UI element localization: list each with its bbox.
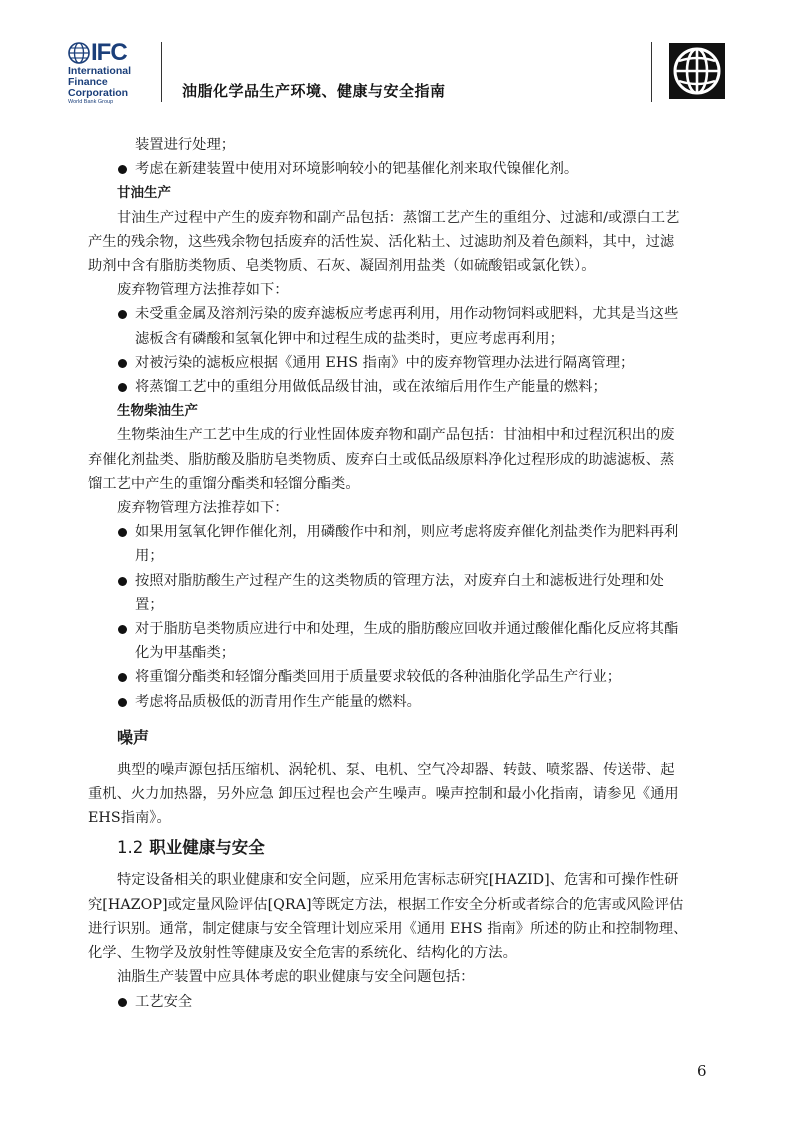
paragraph-line: 馏工艺中产生的重馏分酯类和轻馏分酯类。 (88, 475, 360, 492)
paragraph-line: 产生的残余物，这些残余物包括废弃的活性炭、活化粘土、过滤助剂及着色颜料，其中，过滤 (88, 233, 675, 250)
document-title: 油脂化学品生产环境、健康与安全指南 (182, 82, 446, 100)
globe-icon (68, 42, 90, 64)
paragraph-line: 废弃物管理方法推荐如下： (117, 282, 289, 299)
subheading-biodiesel: 生物柴油生产 (117, 403, 198, 420)
ifc-logo-mark (68, 40, 152, 66)
ifc-logo-line: Corporation (68, 87, 129, 99)
paragraph (88, 758, 709, 831)
bullet-item: 如果用氢氧化钾作催化剂，用磷酸作中和剂，则应考虑将废弃催化剂盐类作为肥料再利 (117, 520, 709, 544)
paragraph-line: 助剂中含有脂肪类物质、皂类物质、石灰、凝固剂用盐类（如硫酸铝或氯化铁）。 (88, 258, 596, 275)
page-number: 6 (697, 1062, 707, 1080)
section-title: 职业健康与安全 (149, 838, 265, 858)
paragraph-line: 甘油生产过程中产生的废弃物和副产品包括：蒸馏工艺产生的重组分、过滤和/或漂白工艺 (117, 209, 680, 226)
header-divider-left (161, 42, 162, 102)
bullet-continuation: 滤板含有磷酸和氢氧化钾中和过程生成的盐类时，更应考虑再利用； (135, 330, 564, 347)
bullet-continuation: 装置进行处理； (135, 137, 236, 153)
paragraph-line: 生物柴油生产工艺中生成的行业性固体废弃物和副产品包括：甘油相中和过程沉积出的废 (117, 427, 675, 444)
paragraph-line: 弃催化剂盐类、脂肪酸及脂肪皂类物质、废弃白土或低品级原料净化过程形成的助滤滤板、蒸 (88, 451, 675, 468)
section-number: 1.2 (117, 838, 144, 858)
subheading-glycerin: 甘油生产 (117, 185, 171, 202)
paragraph-line: 特定设备相关的职业健康和安全问题，应采用危害标志研究[HAZID]、危害和可操作性研 (117, 872, 679, 889)
bullet-item: 工艺安全 (117, 990, 709, 1014)
page-header (0, 0, 793, 112)
ifc-logo-letters: IFC (91, 39, 127, 66)
paragraph-line: 油脂生产装置中应具体考虑的职业健康与安全问题包括： (117, 969, 475, 986)
world-bank-logo (669, 43, 725, 99)
paragraph-line: 重机、火力加热器，另外应急 卸压过程也会产生噪声。噪声控制和最小化指南，请参见《通用 (88, 786, 679, 803)
bullet-item: 未受重金属及溶剂污染的废弃滤板应考虑再利用，用作动物饲料或肥料，尤其是当这些 (117, 302, 709, 326)
bullet-item: 考虑在新建装置中使用对环境影响较小的钯基催化剂来取代镍催化剂。 (117, 157, 709, 181)
page-content (88, 133, 709, 1014)
paragraph-line: 进行识别。通常，制定健康与安全管理计划应采用《通用 EHS 指南》所述的防止和控制物理、 (88, 920, 688, 937)
bullet-continuation: 用； (135, 548, 164, 565)
bullet-continuation: 化为甲基酯类； (135, 645, 236, 662)
bullet-item: 将蒸馏工艺中的重组分用做低品级甘油，或在浓缩后用作生产能量的燃料； (117, 375, 709, 399)
paragraph (88, 423, 709, 496)
paragraph (88, 206, 709, 279)
bullet-item: 考虑将品质极低的沥青用作生产能量的燃料。 (117, 690, 709, 714)
paragraph (88, 868, 709, 965)
ifc-logo (68, 40, 152, 108)
paragraph-line: EHS指南》。 (88, 810, 171, 827)
bullet-item: 对于脂肪皂类物质应进行中和处理，生成的脂肪酸应回收并通过酸催化酯化反应将其酯 (117, 617, 709, 641)
paragraph-line: 废弃物管理方法推荐如下： (117, 500, 289, 517)
header-divider-right (651, 42, 652, 102)
paragraph-line: 典型的噪声源包括压缩机、涡轮机、泵、电机、空气冷却器、转鼓、喷浆器、传送带、起 (117, 761, 675, 778)
bullet-item: 按照对脂肪酸生产过程产生的这类物质的管理方法，对废弃白土和滤板进行处理和处 (117, 569, 709, 593)
paragraph-line: 究[HAZOP]或定量风险评估[QRA]等既定方法，根据工作安全分析或者综合的危害或风险评估 (88, 896, 684, 913)
bullet-item: 对被污染的滤板应根据《通用 EHS 指南》中的废弃物管理办法进行隔离管理； (117, 351, 709, 375)
section-heading (117, 836, 709, 860)
heading-noise: 噪声 (117, 727, 150, 747)
ifc-logo-group: World Bank Group (68, 99, 114, 105)
bullet-item: 将重馏分酯类和轻馏分酯类回用于质量要求较低的各种油脂化学品生产行业； (117, 665, 709, 689)
ifc-logo-line: Finance (68, 76, 108, 88)
ifc-logo-line: International (68, 65, 132, 77)
paragraph-line: 化学、生物学及放射性等健康及安全危害的系统化、结构化的方法。 (88, 945, 517, 962)
bullet-continuation: 置； (135, 596, 164, 613)
